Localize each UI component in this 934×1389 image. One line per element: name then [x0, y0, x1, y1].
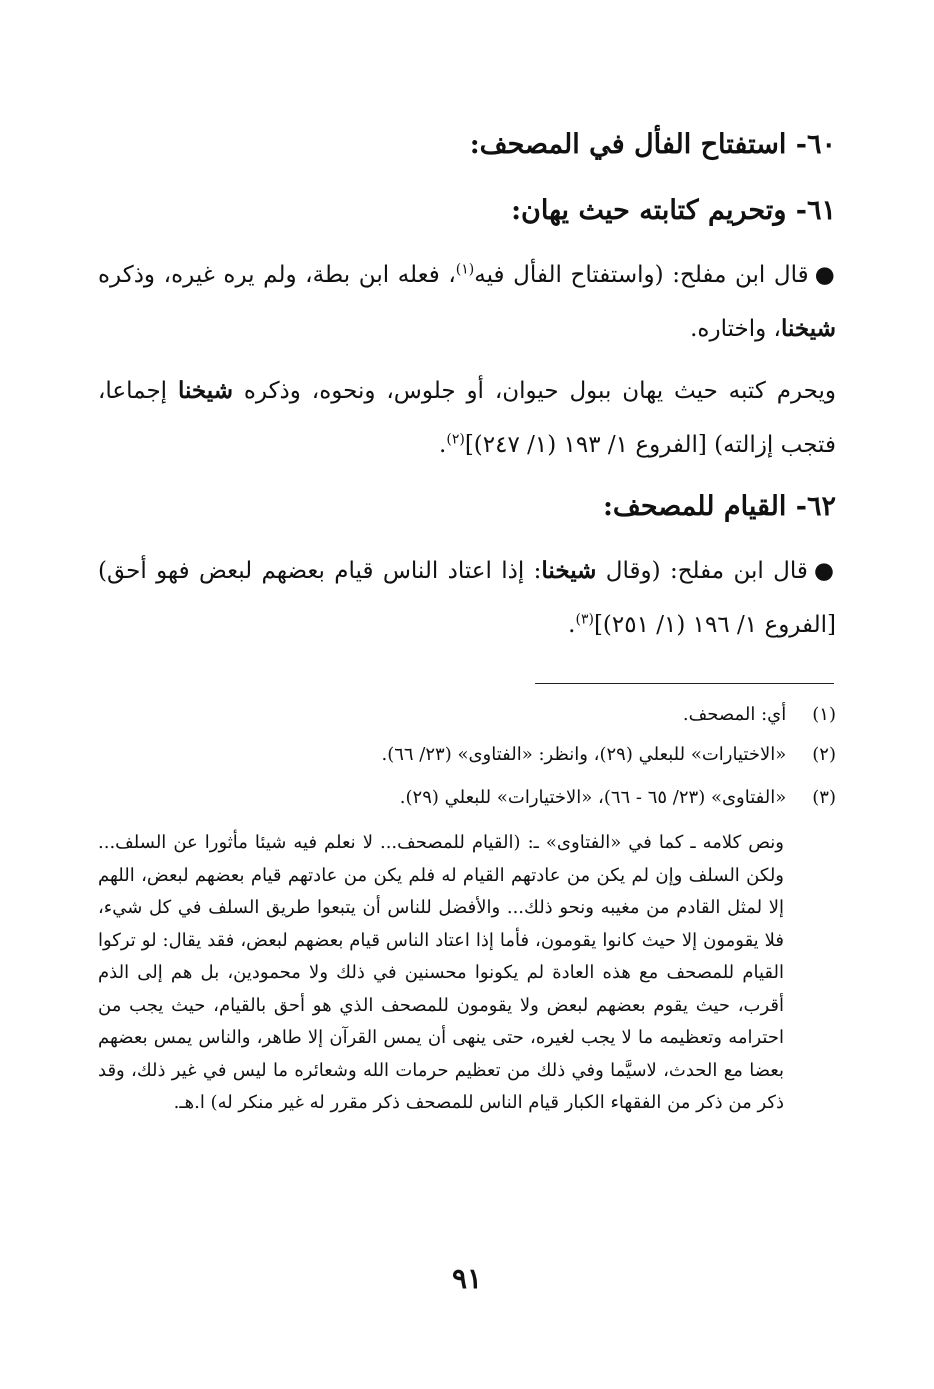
paragraph-text: ويحرم كتبه حيث يهان ببول حيوان، أو جلوس، ونحوه، وذكره	[232, 378, 836, 404]
footnote-text: «الاختيارات» للبعلي (٢٩)، وانظر: «الفتاوى» (٢٣/ ٦٦).	[381, 744, 787, 765]
footnote-ref-1[interactable]: (١)	[455, 261, 475, 278]
heading-60	[98, 128, 836, 162]
heading-62	[98, 490, 836, 524]
paragraph-text: قال ابن مفلح: (وقال	[596, 558, 808, 584]
paragraph-text: : إذا اعتاد الناس قيام بعضهم لبعض فهو أحق) [الفروع ١/ ١٩٦ (١/ ٢٥١)]	[98, 558, 836, 638]
paragraph-text: إجماعا، فتجب إزالته) [الفروع ١/ ١٩٣ (١/ ٢٤٧)]	[98, 378, 836, 458]
paragraph-text: .	[439, 432, 447, 458]
paragraph-prohibition	[98, 364, 836, 472]
footnote-text: «الفتاوى» (٢٣/ ٦٥ - ٦٦)، «الاختيارات» للبعلي (٢٩).	[399, 787, 787, 808]
heading-62-text: القيام للمصحف:	[602, 491, 787, 522]
page-number: ٩١	[451, 1262, 483, 1295]
footnote-3-quote: ونص كلامه ـ كما في «الفتاوى» ـ: (القيام للمصحف... لا نعلم فيه شيئا مأثورا عن السلف... ولكن السلف وإن لم يكن من عادتهم القيام له فلم يكن من عادتهم قيام بعضهم لبعض، اللهم إلا لمثل القادم من مغيبه ونحو ذلك... والأفضل للناس أن يتبعوا طريق السلف في كل شيء، فلا يقومون إلا حيث كانوا يقومون، فأما إذا اعتاد الناس قيام بعضهم لبعض، فقد يقال: لو تركوا القيام للمصحف مع هذه العادة لم يكونوا محسنين في ذلك ولا محمودين، بل هم إلى الذم أقرب، حيث يقوم بعضهم لبعض ولا يقومون للمصحف الذي هو أحق بالقيام، حيث يجب من احترامه وتعظيمه ما لا يجب لغيره، حتى ينهى أن يمس القرآن إلا طاهر، والناس يمس بعضهم بعضا مع الحدث، لاسيَّما وفي ذلك من تعظيم حرمات الله وشعائره ما ليس في غير ذلك، وقد ذكر من ذكر من الفقهاء الكبار قيام الناس للمصحف ذكر مقرر له غير منكر له) ا.هـ.	[98, 832, 784, 1113]
heading-60-number: ٦٠-	[795, 129, 836, 160]
footnote-1	[98, 700, 836, 730]
paragraph-text: .	[568, 612, 576, 638]
bullet-icon: ●	[814, 261, 836, 288]
heading-61-number: ٦١-	[795, 195, 836, 226]
bold-term-shaykhuna: شيخنا	[541, 557, 597, 584]
heading-61-text: وتحريم كتابته حيث يهان:	[511, 195, 787, 226]
footnote-separator	[535, 683, 834, 684]
bold-term-shaykhuna: شيخنا	[177, 377, 233, 404]
footnote-2	[98, 740, 836, 770]
heading-60-text: استفتاح الفأل في المصحف:	[469, 129, 787, 160]
paragraph-ibn-muflih-fal	[98, 248, 836, 356]
footnote-text: أي: المصحف.	[682, 704, 787, 725]
footnote-ref-2[interactable]: (٢)	[446, 431, 465, 448]
heading-62-number: ٦٢-	[795, 491, 836, 522]
bullet-icon: ●	[813, 557, 836, 584]
paragraph-text: قال ابن مفلح: (واستفتاح الفأل فيه	[474, 262, 809, 288]
footnote-number: (٢)	[812, 744, 836, 765]
footnote-ref-3[interactable]: (٣)	[575, 611, 594, 628]
footnote-number: (١)	[812, 704, 836, 725]
paragraph-standing	[98, 544, 836, 652]
heading-61	[98, 194, 836, 228]
footnote-number: (٣)	[812, 787, 836, 808]
paragraph-text: ، واختاره.	[690, 316, 781, 342]
footnote-3	[98, 783, 836, 813]
paragraph-text: ، فعله ابن بطة، ولم يره غيره، وذكره	[98, 262, 456, 288]
bold-term-shaykhuna: شيخنا	[780, 315, 836, 342]
